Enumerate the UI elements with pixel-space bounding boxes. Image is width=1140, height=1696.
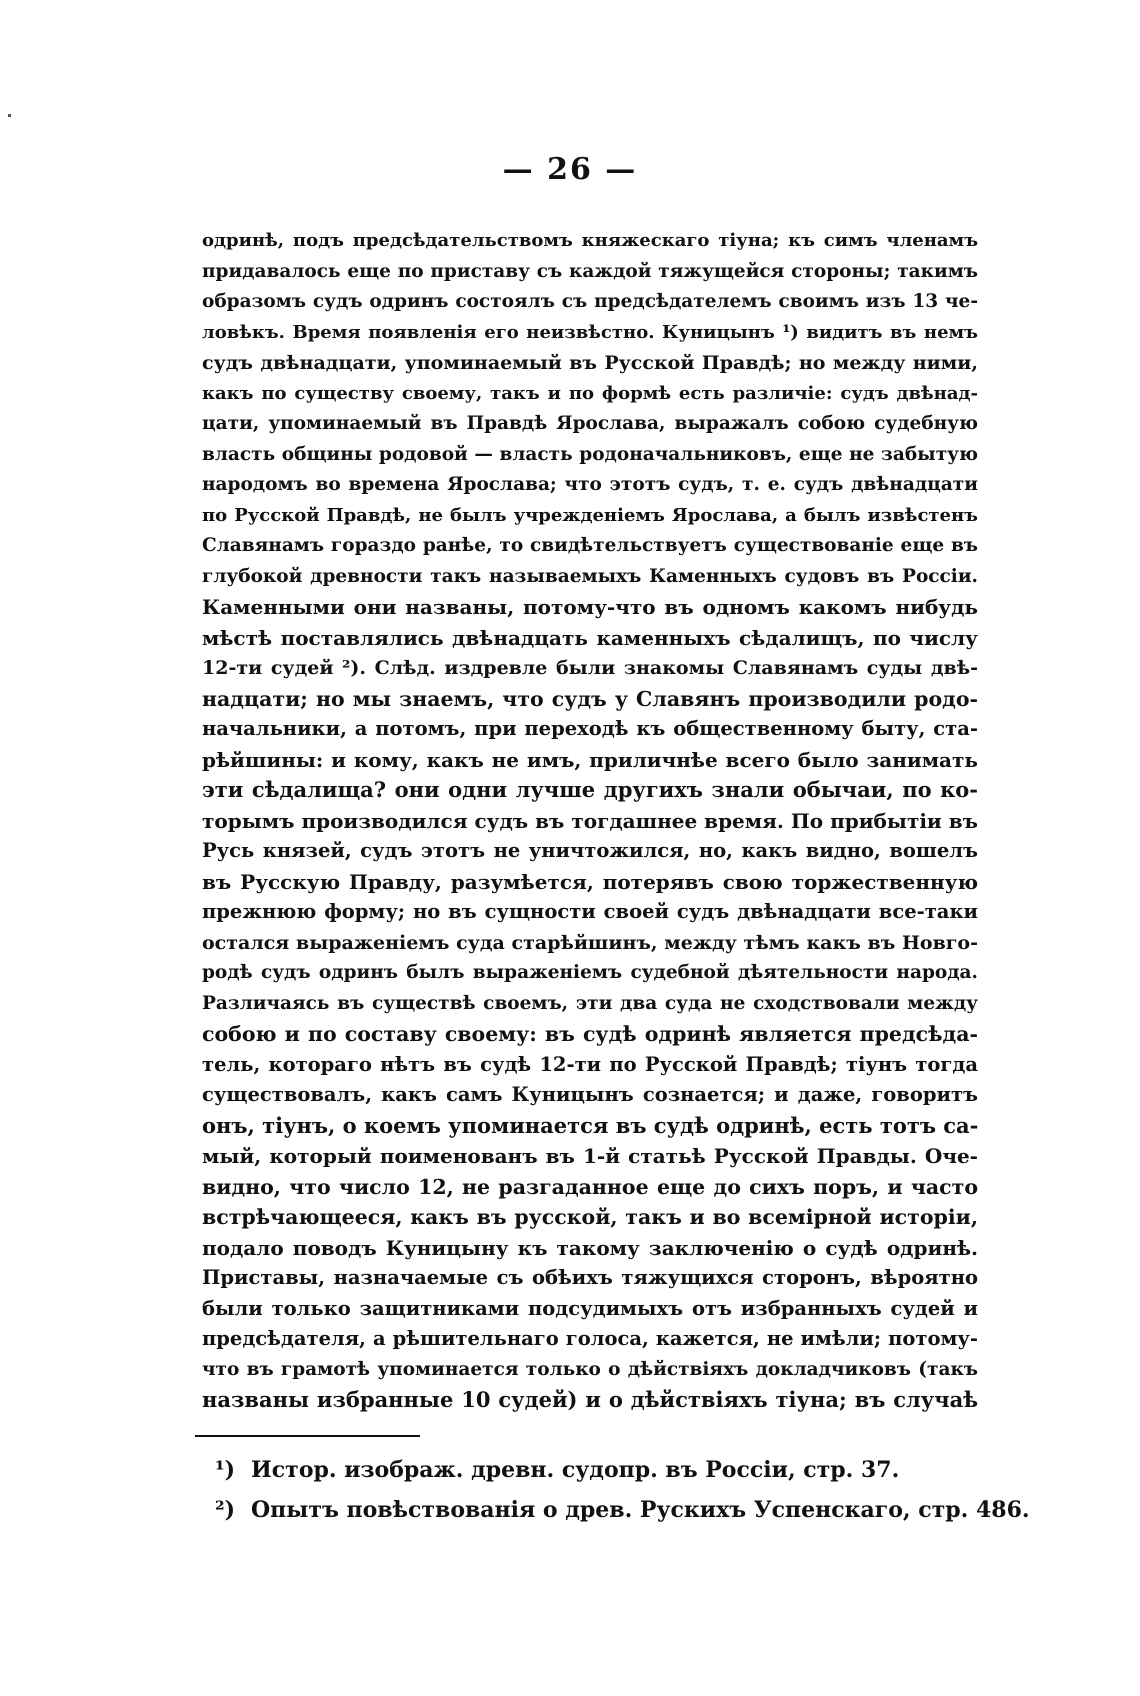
text-line: судъ двѣнадцати, упоминаемый въ Русской Правдѣ; но между ними, <box>202 352 978 374</box>
text-line: эти сѣдалища? они одни лучше другихъ знали обычаи, по ко- <box>202 777 978 802</box>
scan-speck <box>8 114 11 117</box>
main-text <box>202 226 978 1416</box>
text-line: родѣ судъ одринъ былъ выраженіемъ судебной дѣятельности народа. <box>202 962 978 983</box>
text-line: предсѣдателя, а рѣшительнаго голоса, кажется, не имѣли; потому- <box>202 1327 978 1350</box>
text-line: мѣстѣ поставлялись двѣнадцать каменныхъ сѣдалищъ, по числу <box>202 625 978 650</box>
text-line: 12-ти судей ²). Слѣд. издревле были знакомы Славянамъ суды двѣ- <box>202 657 978 679</box>
text-line: народомъ во времена Ярослава; что этотъ судъ, т. е. судъ двѣнадцати <box>202 474 978 495</box>
text-line: какъ по существу своему, такъ и по формѣ есть различіе: судъ двѣнад- <box>202 382 978 404</box>
page-number: — 26 — <box>502 152 638 187</box>
text-line: Русь князей, судъ этотъ не уничтожился, но, какъ видно, вошелъ <box>202 839 978 862</box>
text-line: образомъ судъ одринъ состоялъ съ предсѣдателемъ своимъ изъ 13 че- <box>202 291 978 312</box>
text-line: встрѣчающееся, какъ въ русской, такъ и во всемірной исторіи, <box>202 1205 978 1229</box>
text-line: придавалось еще по приставу съ каждой тяжущейся стороны; такимъ <box>202 260 978 282</box>
text-line: собою и по составу своему: въ судѣ одринѣ является предсѣда- <box>202 1022 978 1046</box>
text-line: надцати; но мы знаемъ, что судъ у Славянъ производили родо- <box>202 686 978 711</box>
text-line: Различаясь въ существѣ своемъ, эти два суда не сходствовали между <box>202 992 978 1014</box>
footnotes <box>215 1450 1030 1530</box>
footnote-mark: ²) <box>215 1497 236 1523</box>
text-line: были только защитниками подсудимыхъ отъ избранныхъ судей и <box>202 1296 978 1320</box>
footnote-divider <box>195 1435 420 1437</box>
text-line: власть общины родовой — власть родоначальниковъ, еще не забытую <box>202 443 978 465</box>
text-line: Славянамъ гораздо ранѣе, то свидѣтельствуетъ существованіе еще въ <box>202 535 978 556</box>
text-line: глубокой древности такъ называемыхъ Каменныхъ судовъ въ Россіи. <box>202 565 978 587</box>
text-line: прежнюю форму; но въ сущности своей судъ двѣнадцати все-таки <box>202 900 978 923</box>
text-line: торымъ производился судъ въ тогдашнее время. По прибытіи въ <box>202 808 978 833</box>
text-line: Приставы, назначаемые съ обѣихъ тяжущихся сторонъ, вѣроятно <box>202 1266 978 1289</box>
footnote <box>215 1490 1030 1530</box>
text-line: рѣйшины: и кому, какъ не имъ, приличнѣе всего было занимать <box>202 747 978 772</box>
text-line: что въ грамотѣ упоминается только о дѣйствіяхъ докладчиковъ (такъ <box>202 1358 978 1380</box>
footnote-text: Истор. изображ. древн. судопр. въ Россіи, стр. 37. <box>251 1457 900 1483</box>
footnote <box>215 1450 1030 1490</box>
text-line: подало поводъ Куницыну къ такому заключенію о судѣ одринѣ. <box>202 1235 978 1260</box>
text-line: въ Русскую Правду, разумѣется, потерявъ свою торжественную <box>202 869 978 894</box>
text-line: начальники, а потомъ, при переходѣ къ общественному быту, ста- <box>202 717 978 740</box>
text-line: цати, упоминаемый въ Правдѣ Ярослава, выражалъ собою судебную <box>202 413 978 434</box>
text-line: онъ, тіунъ, о коемъ упоминается въ судѣ одринѣ, есть тотъ са- <box>202 1112 978 1138</box>
text-line: одринѣ, подъ предсѣдательствомъ княжескаго тіуна; къ симъ членамъ <box>202 230 978 251</box>
text-line: по Русской Правдѣ, не былъ учрежденіемъ Ярослава, а былъ извѣстенъ <box>202 504 978 526</box>
text-line: существовалъ, какъ самъ Куницынъ сознается; и даже, говоритъ <box>202 1083 978 1106</box>
text-line: названы избранные 10 судей) и о дѣйствіяхъ тіуна; въ случаѣ <box>202 1387 978 1412</box>
footnote-mark: ¹) <box>215 1457 236 1483</box>
text-line: остался выраженіемъ суда старѣйшинъ, между тѣмъ какъ въ Новго- <box>202 931 978 954</box>
text-line: ловѣкъ. Время появленія его неизвѣстно. Куницынъ ¹) видитъ въ немъ <box>202 321 978 343</box>
text-line: мый, который поименованъ въ 1-й статьѣ Русской Правды. Оче- <box>202 1144 978 1168</box>
text-line: тель, котораго нѣтъ въ судѣ 12-ти по Русской Правдѣ; тіунъ тогда <box>202 1052 978 1076</box>
text-line: Каменными они названы, потому-что въ одномъ какомъ нибудь <box>202 595 978 619</box>
text-line: видно, что число 12, не разгаданное еще до сихъ поръ, и часто <box>202 1174 978 1199</box>
footnote-text: Опытъ повѣствованія о древ. Рускихъ Успенскаго, стр. 486. <box>251 1497 1030 1523</box>
